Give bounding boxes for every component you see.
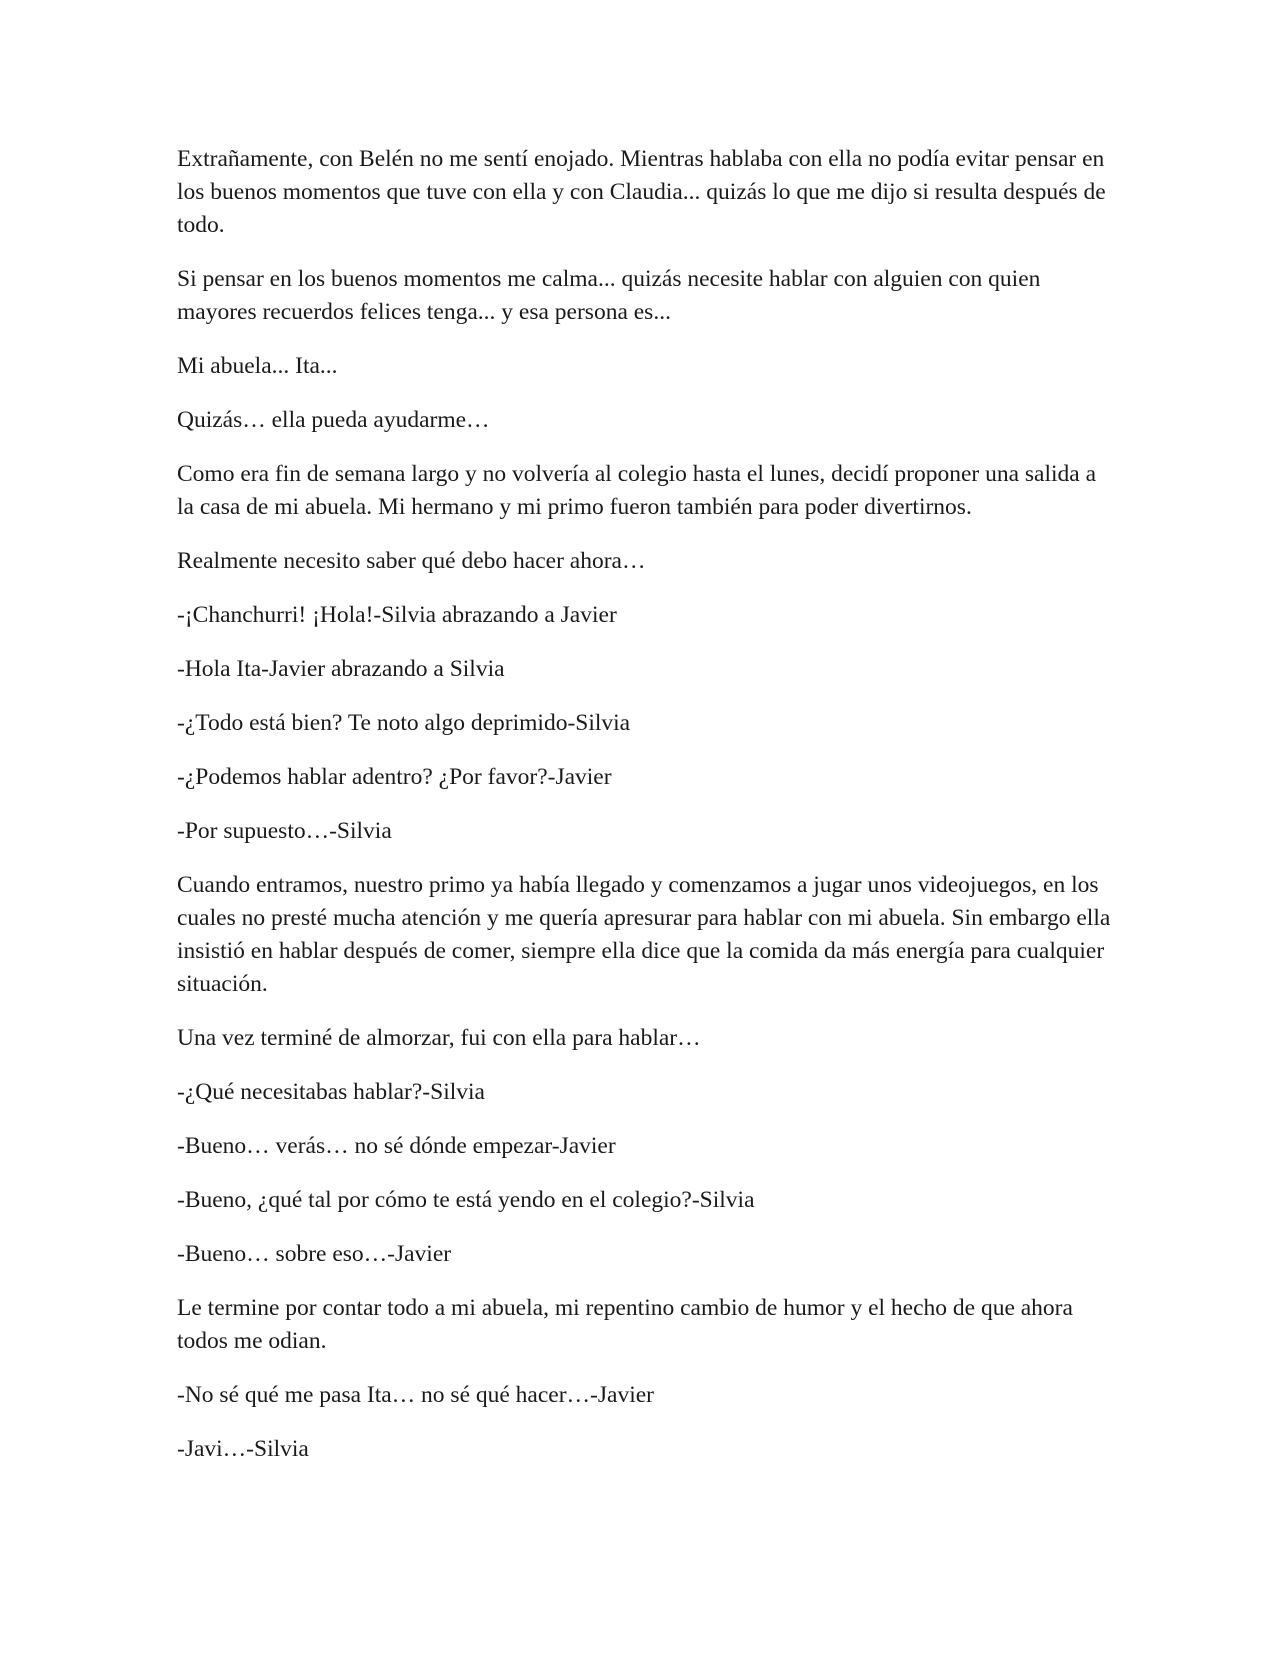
dialogue-line: -¡Chanchurri! ¡Hola!-Silvia abrazando a Javier (177, 602, 617, 628)
dialogue-line: -Hola Ita-Javier abrazando a Silvia (177, 656, 505, 682)
paragraph: Le termine por contar todo a mi abuela, mi repentino cambio de humor y el hecho de que ahora todos me odian. (177, 1295, 1073, 1354)
dialogue-line: -Bueno, ¿qué tal por cómo te está yendo en el colegio?-Silvia (177, 1187, 755, 1213)
document-body (177, 143, 1117, 1487)
dialogue-line: -¿Todo está bien? Te noto algo deprimido-Silvia (177, 710, 631, 736)
dialogue-line: -¿Qué necesitabas hablar?-Silvia (177, 1079, 485, 1105)
dialogue-line: -No sé qué me pasa Ita… no sé qué hacer…-Javier (177, 1382, 654, 1408)
paragraph: Quizás… ella pueda ayudarme… (177, 407, 490, 433)
paragraph: Extrañamente, con Belén no me sentí enojado. Mientras hablaba con ella no podía evitar pensar en los buenos momentos que tuve con ella y con Claudia... quizás lo que me dijo si resulta después de todo. (177, 146, 1106, 238)
paragraph: Mi abuela... Ita... (177, 353, 338, 379)
dialogue-line: -Bueno… sobre eso…-Javier (177, 1241, 452, 1267)
paragraph: Como era fin de semana largo y no volvería al colegio hasta el lunes, decidí proponer una salida a la casa de mi abuela. Mi hermano y mi primo fueron también para poder divertirnos. (177, 461, 1097, 520)
paragraph: Si pensar en los buenos momentos me calma... quizás necesite hablar con alguien con quien mayores recuerdos felices tenga... y esa persona es... (177, 266, 1041, 325)
paragraph: Realmente necesito saber qué debo hacer ahora… (177, 548, 646, 574)
paragraph: Una vez terminé de almorzar, fui con ella para hablar… (177, 1025, 701, 1051)
paragraph: Cuando entramos, nuestro primo ya había llegado y comenzamos a jugar unos videojuegos, en los cuales no presté mucha atención y me quería apresurar para hablar con mi abuela. Sin embargo ella insistió en hablar después de comer, siempre ella dice que la comida da más energía para cualquier situación. (177, 872, 1111, 997)
dialogue-line: -Javi…-Silvia (177, 1436, 309, 1462)
dialogue-line: -Por supuesto…-Silvia (177, 818, 392, 844)
dialogue-line: -¿Podemos hablar adentro? ¿Por favor?-Javier (177, 764, 612, 790)
dialogue-line: -Bueno… verás… no sé dónde empezar-Javier (177, 1133, 616, 1159)
